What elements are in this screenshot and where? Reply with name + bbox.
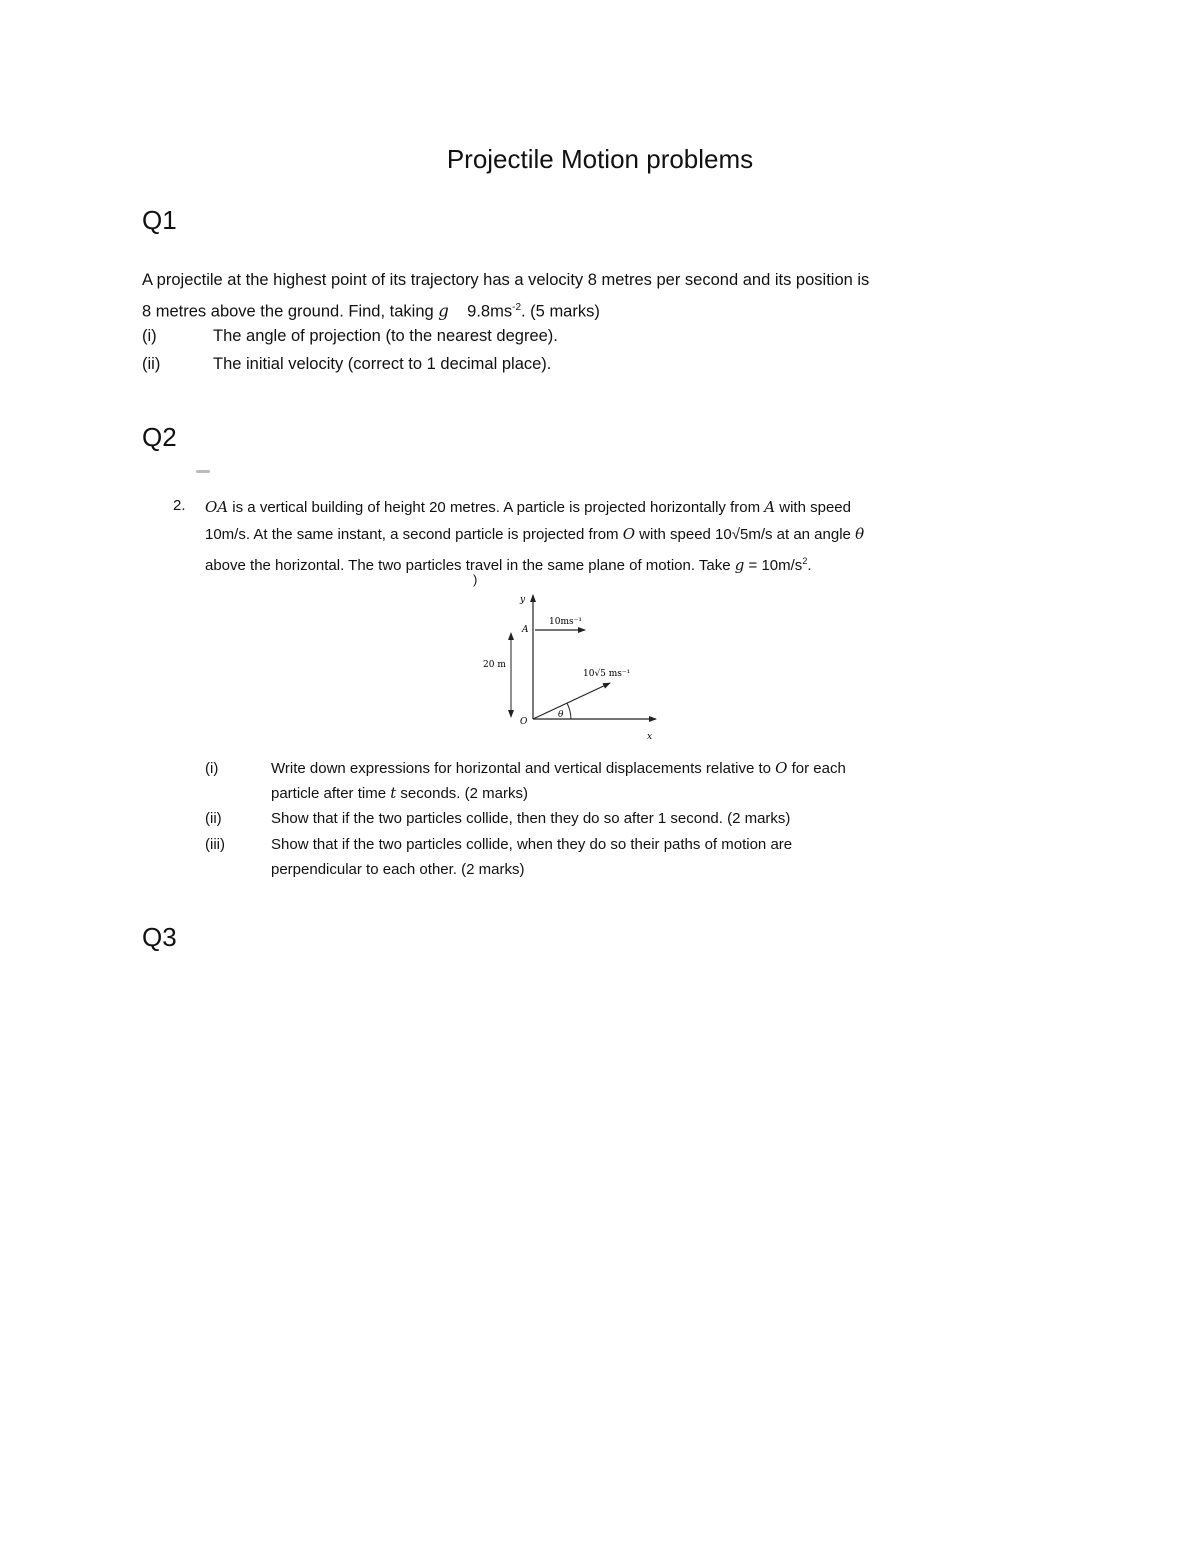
- q1-var-g: g: [438, 301, 449, 321]
- q2-var-theta: θ: [855, 525, 865, 543]
- projectile-diagram: [470, 585, 670, 745]
- q1-heading: Q1: [142, 205, 177, 235]
- speed-a-label: 10ms⁻¹: [549, 617, 582, 627]
- height-label: 20 m: [483, 660, 506, 670]
- q2-line2: [205, 521, 965, 548]
- q2-part-iii-line2: perpendicular to each other. (2 marks): [271, 861, 525, 878]
- q2-part-ii: [205, 806, 965, 832]
- q2-var-oa: OA: [205, 498, 229, 516]
- q2-var-o: O: [622, 525, 636, 543]
- q1-part-ii-num: (ii): [142, 355, 161, 373]
- q2-part-i-var-o: O: [775, 759, 788, 777]
- q1-g-value: 9.8ms: [448, 302, 513, 321]
- q2-part-iii-num: (iii): [205, 836, 225, 853]
- angle-arc: [567, 703, 571, 719]
- q2-var-a: A: [764, 498, 776, 516]
- q2-body: [205, 494, 965, 579]
- q1-part-i-num: (i): [142, 327, 157, 345]
- q1-marks: . (5 marks): [521, 302, 600, 321]
- q1-part-i: [142, 322, 1042, 350]
- q1-body: [142, 266, 1082, 326]
- q2-line1-end: with speed: [775, 499, 851, 516]
- speed-o-label: 10√5 ms⁻¹: [583, 669, 631, 679]
- q2-line3: [205, 548, 965, 579]
- stray-mark: [196, 470, 210, 473]
- q2-part-i-num: (i): [205, 760, 219, 777]
- q1-g-exponent: -2: [512, 302, 522, 313]
- q2-line2-mid: with speed 10√5m/s at an angle: [635, 526, 856, 543]
- q1-part-ii-text: The initial velocity (correct to 1 decimal place).: [213, 355, 552, 373]
- q2-part-i-var-t: t: [390, 784, 397, 802]
- q2-number: 2.: [173, 497, 186, 514]
- q2-part-ii-num: (ii): [205, 810, 222, 827]
- q1-part-i-text: The angle of projection (to the nearest degree).: [213, 327, 558, 345]
- q2-part-iii-line1: Show that if the two particles collide, when they do so their paths of motion are: [271, 836, 793, 853]
- point-o-label: O: [520, 717, 528, 727]
- q2-part-i: [205, 756, 965, 808]
- q2-line3-end: .: [807, 557, 812, 574]
- q2-g-value: = 10m/s: [744, 557, 803, 574]
- q1-part-ii: [142, 350, 1042, 378]
- q2-part-i-line2: particle after time: [271, 785, 391, 802]
- q2-part-iii: [205, 832, 965, 884]
- q2-line1: [205, 494, 965, 521]
- stray-paren: ): [473, 572, 478, 587]
- q3-heading: Q3: [142, 922, 177, 952]
- q1-line1: A projectile at the highest point of its trajectory has a velocity 8 metres per second and its position is: [142, 271, 870, 289]
- angle-label: θ: [558, 710, 564, 720]
- q2-part-i-marks: seconds. (2 marks): [396, 785, 528, 802]
- y-label: y: [520, 595, 526, 605]
- q2-g-exponent: 2: [802, 556, 808, 566]
- q2-part-i-text: [271, 756, 931, 806]
- q2-part-ii-text: Show that if the two particles collide, then they do so after 1 second. (2 marks): [271, 810, 791, 827]
- q2-var-g: g: [734, 556, 745, 574]
- point-a-label: A: [522, 625, 529, 635]
- q2-heading: Q2: [142, 422, 177, 452]
- x-label: x: [647, 732, 653, 742]
- page-title: Projectile Motion problems: [446, 144, 754, 174]
- q1-line2-text: 8 metres above the ground. Find, taking: [142, 302, 439, 321]
- velocity-o-arrow: [533, 683, 610, 719]
- q2-part-i-line1: Write down expressions for horizontal and vertical displacements relative to: [271, 760, 776, 777]
- q2-line3-text: above the horizontal. The two particles travel in the same plane of motion. Take: [205, 557, 735, 574]
- q2-line1-text: is a vertical building of height 20 metres. A particle is projected horizontally from: [228, 499, 765, 516]
- q2-part-iii-text: [271, 832, 931, 882]
- q2-line2-text: 10m/s. At the same instant, a second particle is projected from: [205, 526, 623, 543]
- q1-line2: [142, 294, 1082, 326]
- q2-part-i-line1-end: for each: [787, 760, 846, 777]
